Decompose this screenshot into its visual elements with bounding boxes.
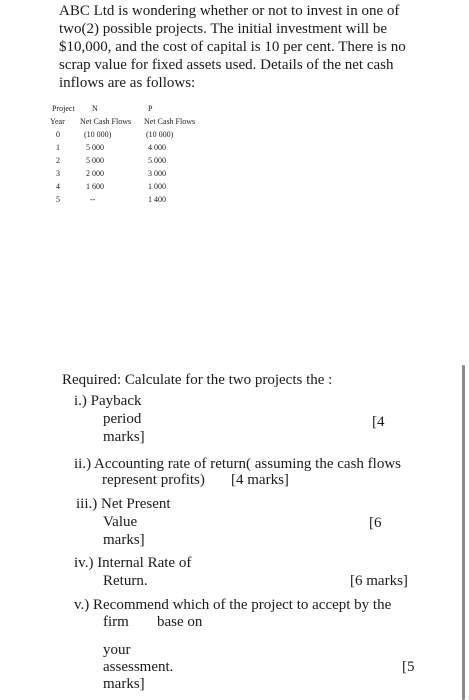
question-iv-marks: [6 marks] bbox=[350, 573, 408, 589]
question-i-marks: [4 bbox=[372, 414, 385, 430]
table-cell-p: 1 000 bbox=[148, 182, 166, 191]
table-project-label: Project bbox=[52, 104, 75, 113]
question-v-marks: [5 bbox=[402, 659, 415, 675]
table-cell-n: (10 000) bbox=[84, 130, 112, 139]
table-project-p: P bbox=[148, 104, 153, 113]
intro-line: ABC Ltd is wondering whether or not to invest in one of bbox=[59, 3, 400, 19]
intro-line: $10,000, and the cost of capital is 10 per cent. There is no bbox=[59, 39, 406, 55]
question-iii: iii.) Net Present bbox=[76, 496, 171, 512]
question-i-marks-cont: marks] bbox=[103, 429, 145, 445]
table-cell-year: 5 bbox=[56, 195, 60, 204]
table-cell-p: 3 000 bbox=[148, 169, 166, 178]
question-iii-marks: [6 bbox=[369, 515, 382, 531]
question-i-text: period bbox=[103, 411, 142, 427]
intro-line: scrap value for fixed assets used. Details of the net cash bbox=[59, 57, 394, 73]
table-col-n-header: Net Cash Flows bbox=[80, 117, 132, 126]
table-cell-n: 1 600 bbox=[86, 182, 104, 191]
table-year-header: Year bbox=[50, 117, 65, 126]
question-iv-text: Return. bbox=[103, 573, 148, 589]
intro-line: two(2) possible projects. The initial investment will be bbox=[59, 21, 388, 37]
question-v-text-cont: assessment. bbox=[103, 659, 174, 675]
table-cell-year: 3 bbox=[56, 169, 60, 178]
intro-paragraph bbox=[59, 2, 404, 92]
table-cell-p: 1 400 bbox=[148, 195, 166, 204]
table-cell-n: 5 000 bbox=[86, 156, 104, 165]
question-iv: iv.) Internal Rate of bbox=[74, 555, 192, 571]
table-cell-year: 1 bbox=[56, 143, 60, 152]
question-v-text-cont: base on bbox=[157, 614, 203, 630]
table-cell-year: 0 bbox=[56, 130, 60, 139]
required-heading: Required: Calculate for the two projects the : bbox=[62, 372, 333, 388]
table-cell-p: 4 000 bbox=[148, 143, 166, 152]
table-cell-year: 2 bbox=[56, 156, 60, 165]
table-project-n: N bbox=[92, 104, 98, 113]
table-cell-p: 5 000 bbox=[148, 156, 166, 165]
question-iii-text: Value bbox=[103, 514, 138, 530]
question-v: v.) Recommend which of the project to accept by the bbox=[74, 597, 392, 613]
table-cell-n: -- bbox=[90, 195, 96, 204]
question-ii-marks: [4 marks] bbox=[231, 472, 289, 488]
table-cell-n: 5 000 bbox=[86, 143, 104, 152]
question-ii-text: represent profits) bbox=[102, 472, 205, 488]
intro-line: inflows are as follows: bbox=[59, 75, 196, 91]
table-col-p-header: Net Cash Flows bbox=[144, 117, 196, 126]
table-cell-p: (10 000) bbox=[146, 130, 174, 139]
table-cell-year: 4 bbox=[56, 182, 60, 191]
question-ii: ii.) Accounting rate of return( assuming the cash flows bbox=[74, 456, 401, 472]
question-iii-marks-cont: marks] bbox=[103, 532, 145, 548]
question-v-marks-cont: marks] bbox=[103, 676, 145, 692]
scrollbar[interactable] bbox=[462, 365, 465, 700]
question-v-text-cont: your bbox=[103, 642, 131, 658]
question-v-text: firm bbox=[103, 614, 129, 630]
question-i: i.) Payback bbox=[74, 393, 142, 409]
table-cell-n: 2 000 bbox=[86, 169, 104, 178]
